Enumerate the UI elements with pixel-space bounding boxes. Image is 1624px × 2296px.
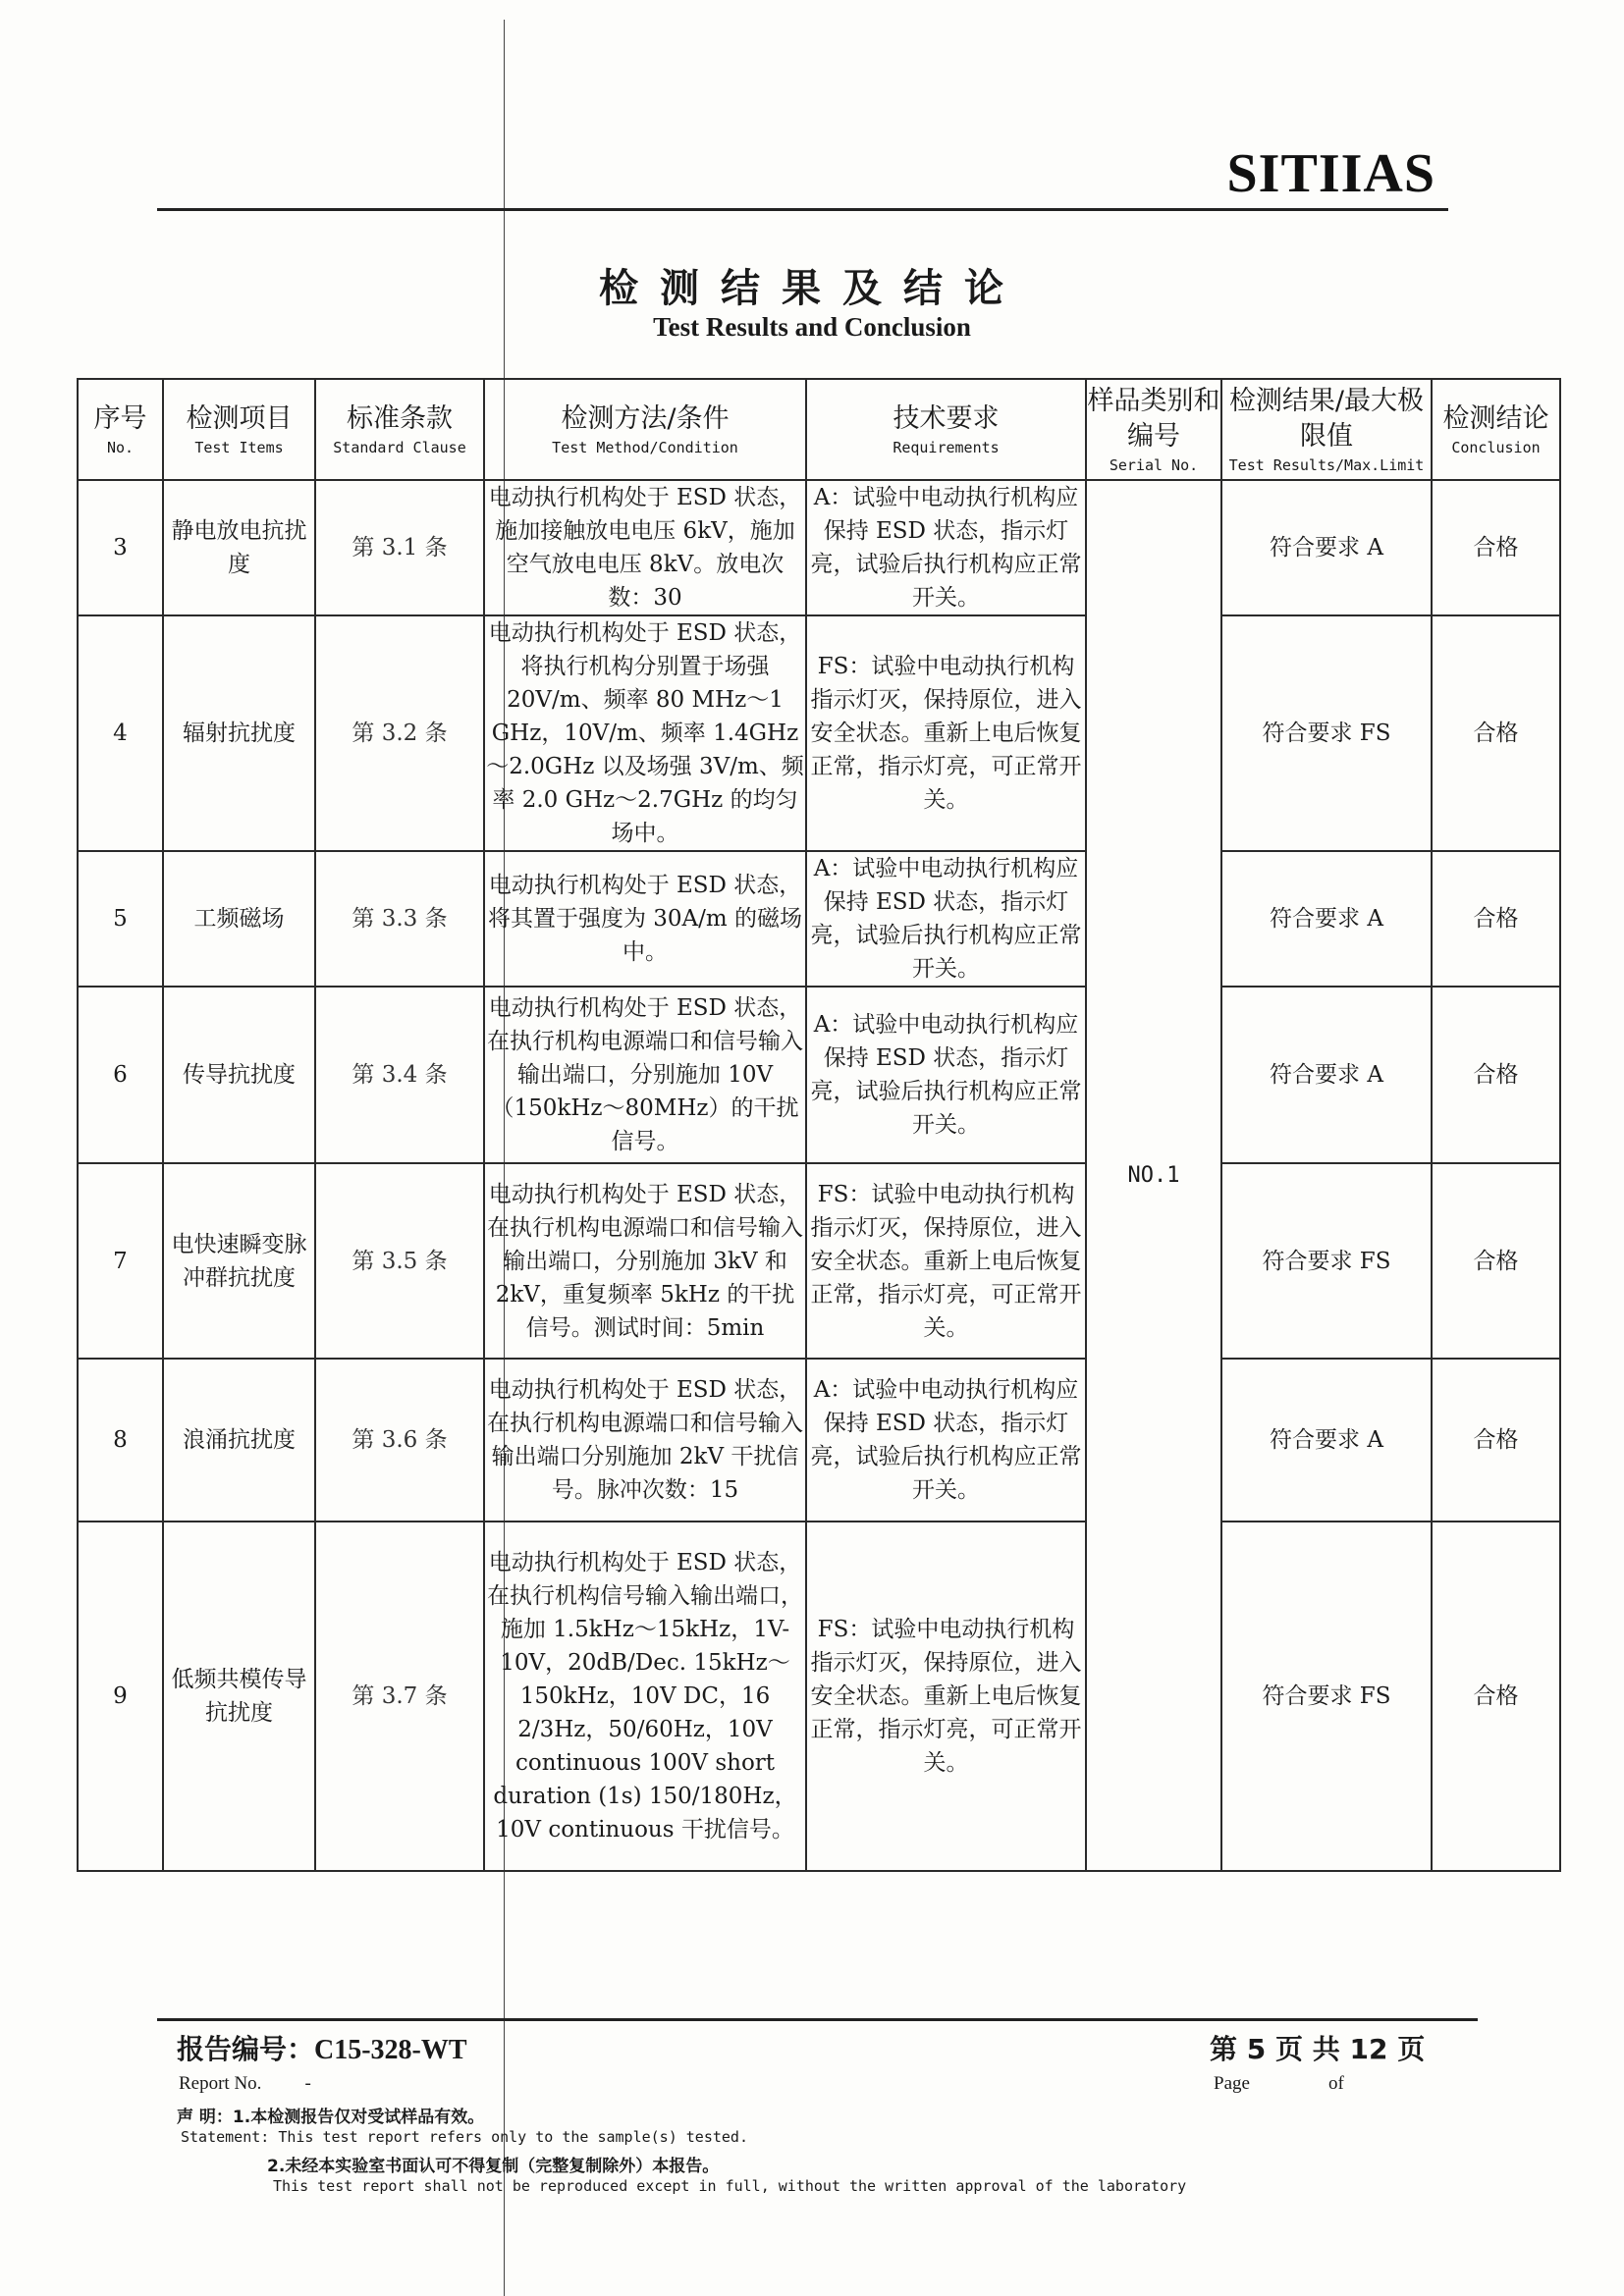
header-en: Requirements: [893, 438, 1000, 456]
of-en-label: of: [1327, 2073, 1344, 2094]
page-en-label: Page: [1214, 2073, 1250, 2094]
cell-no: 8: [78, 1359, 163, 1522]
cell-method: 电动执行机构处于 ESD 状态，施加接触放电电压 6kV，施加空气放电电压 8kV。放电次数：30: [484, 480, 806, 615]
header-cn: 技术要求: [893, 402, 1000, 434]
table-row: [78, 1522, 1560, 1871]
cell-clause: 第 3.1 条: [315, 480, 484, 615]
header-cell-conclusion: [1432, 379, 1560, 480]
cell-result: 符合要求 FS: [1221, 615, 1432, 851]
cell-method: 电动执行机构处于 ESD 状态，在执行机构电源端口和信号输入输出端口，分别施加 3kV 和 2kV，重复频率 5kHz 的干扰信号。测试时间：5min: [484, 1163, 806, 1359]
cell-conclusion: 合格: [1432, 1522, 1560, 1871]
statement-2-en: This test report shall not be reproduced except in full, without the written approval of the laboratory: [273, 2177, 1187, 2195]
cell-method: 电动执行机构处于 ESD 状态，将其置于强度为 30A/m 的磁场中。: [484, 851, 806, 987]
cell-method: 电动执行机构处于 ESD 状态，在执行机构电源端口和信号输入输出端口分别施加 2kV 干扰信号。脉冲次数：15: [484, 1359, 806, 1522]
report-number-value: C15-328-WT: [314, 2035, 467, 2065]
report-number-en: [179, 2073, 311, 2095]
header-cell-item: [163, 379, 315, 480]
cell-item: 工频磁场: [163, 851, 315, 987]
cell-clause: 第 3.2 条: [315, 615, 484, 851]
cell-requirement: A：试验中电动执行机构应保持 ESD 状态，指示灯亮，试验后执行机构应正常开关。: [806, 987, 1086, 1163]
cell-clause: 第 3.5 条: [315, 1163, 484, 1359]
header-en: Test Results/Max.Limit: [1228, 455, 1425, 474]
header-cn: 检测项目: [186, 402, 293, 434]
cell-requirement: A：试验中电动执行机构应保持 ESD 状态，指示灯亮，试验后执行机构应正常开关。: [806, 851, 1086, 987]
cell-item: 辐射抗扰度: [163, 615, 315, 851]
cell-conclusion: 合格: [1432, 615, 1560, 851]
cell-conclusion: 合格: [1432, 987, 1560, 1163]
cell-clause: 第 3.7 条: [315, 1522, 484, 1871]
brand-logo: SITIIAS: [1226, 143, 1435, 204]
statement-1-en: Statement: This test report refers only to the sample(s) tested.: [181, 2128, 748, 2146]
page-title-en: Test Results and Conclusion: [653, 312, 971, 342]
header-en: Standard Clause: [333, 438, 466, 456]
header-row: [78, 379, 1560, 480]
header-cn: 样品类别和编号: [1087, 385, 1220, 452]
cell-requirement: FS：试验中电动执行机构指示灯灭，保持原位，进入安全状态。重新上电后恢复正常，指示灯亮，可正常开关。: [806, 1522, 1086, 1871]
cell-item: 低频共模传导抗扰度: [163, 1522, 315, 1871]
header-cn: 序号: [93, 402, 147, 434]
header-en: Conclusion: [1451, 438, 1541, 456]
cell-result: 符合要求 A: [1221, 1359, 1432, 1522]
report-number-en-label: Report No.: [179, 2073, 262, 2094]
cell-conclusion: 合格: [1432, 1359, 1560, 1522]
header-cn: 检测结论: [1442, 402, 1549, 434]
table-row: [78, 987, 1560, 1163]
page-indicator: 第 5 页 共 12 页: [1210, 2033, 1426, 2065]
cell-no: 3: [78, 480, 163, 615]
cell-method: 电动执行机构处于 ESD 状态，在执行机构电源端口和信号输入输出端口，分别施加 10V（150kHz～80MHz）的干扰信号。: [484, 987, 806, 1163]
cell-serial: NO.1: [1086, 480, 1221, 1871]
cell-result: 符合要求 FS: [1221, 1522, 1432, 1871]
cell-conclusion: 合格: [1432, 1163, 1560, 1359]
footer-rule: [157, 2018, 1478, 2021]
header-cell-clause: [315, 379, 484, 480]
table-row: [78, 851, 1560, 987]
cell-result: 符合要求 A: [1221, 851, 1432, 987]
header-rule: [157, 208, 1448, 211]
cell-no: 6: [78, 987, 163, 1163]
cell-item: 浪涌抗扰度: [163, 1359, 315, 1522]
cell-clause: 第 3.6 条: [315, 1359, 484, 1522]
cell-requirement: A：试验中电动执行机构应保持 ESD 状态，指示灯亮，试验后执行机构应正常开关。: [806, 1359, 1086, 1522]
cell-item: 静电放电抗扰度: [163, 480, 315, 615]
header-cn: 检测结果/最大极限值: [1228, 385, 1425, 452]
header-en: Test Method/Condition: [552, 438, 738, 456]
cell-item: 传导抗扰度: [163, 987, 315, 1163]
table-row: [78, 1163, 1560, 1359]
cell-no: 4: [78, 615, 163, 851]
header-en: No.: [106, 438, 135, 456]
report-number-label: 报告编号：: [177, 2033, 315, 2065]
page-indicator-en: [1214, 2073, 1344, 2095]
cell-no: 9: [78, 1522, 163, 1871]
page-title-cn: 检测结果及结论: [599, 266, 1025, 311]
report-number: [177, 2028, 467, 2067]
header-cn: 标准条款: [347, 402, 453, 434]
cell-method: 电动执行机构处于 ESD 状态，在执行机构信号输入输出端口，施加 1.5kHz～15kHz，1V-10V，20dB/Dec. 15kHz～150kHz，10V DC，16 2/3Hz，50/60Hz，10V continuous 100V short duration (1s) 150/180Hz，10V continuous 干扰信号。: [484, 1522, 806, 1871]
cell-method: 电动执行机构处于 ESD 状态，将执行机构分别置于场强 20V/m、频率 80 MHz～1 GHz，10V/m、频率 1.4GHz～2.0GHz 以及场强 3V/m、频率 2.0 GHz～2.7GHz 的均匀场中。: [484, 615, 806, 851]
statement-1-cn: 声 明：1.本检测报告仅对受试样品有效。: [177, 2108, 485, 2127]
statement-2-cn: 2.未经本实验室书面认可不得复制（完整复制除外）本报告。: [267, 2157, 720, 2176]
cell-requirement: FS：试验中电动执行机构指示灯灭，保持原位，进入安全状态。重新上电后恢复正常，指示灯亮，可正常开关。: [806, 615, 1086, 851]
cell-no: 5: [78, 851, 163, 987]
results-table: [77, 378, 1561, 1872]
table-row: [78, 615, 1560, 851]
header-cell-result: [1221, 379, 1432, 480]
cell-no: 7: [78, 1163, 163, 1359]
header-en: Test Items: [194, 438, 284, 456]
cell-requirement: FS：试验中电动执行机构指示灯灭，保持原位，进入安全状态。重新上电后恢复正常，指示灯亮，可正常开关。: [806, 1163, 1086, 1359]
header-cell-requirement: [806, 379, 1086, 480]
header-cell-serial: [1086, 379, 1221, 480]
table-row: [78, 1359, 1560, 1522]
cell-result: 符合要求 A: [1221, 480, 1432, 615]
table-row: [78, 480, 1560, 615]
header-cell-method: [484, 379, 806, 480]
cell-result: 符合要求 A: [1221, 987, 1432, 1163]
cell-item: 电快速瞬变脉冲群抗扰度: [163, 1163, 315, 1359]
header-cell-no: [78, 379, 163, 480]
header-cn: 检测方法/条件: [561, 402, 730, 434]
cell-conclusion: 合格: [1432, 480, 1560, 615]
report-number-dash: -: [304, 2073, 311, 2094]
cell-clause: 第 3.3 条: [315, 851, 484, 987]
cell-clause: 第 3.4 条: [315, 987, 484, 1163]
header-en: Serial No.: [1109, 455, 1199, 474]
cell-result: 符合要求 FS: [1221, 1163, 1432, 1359]
cell-conclusion: 合格: [1432, 851, 1560, 987]
cell-requirement: A：试验中电动执行机构应保持 ESD 状态，指示灯亮，试验后执行机构应正常开关。: [806, 480, 1086, 615]
